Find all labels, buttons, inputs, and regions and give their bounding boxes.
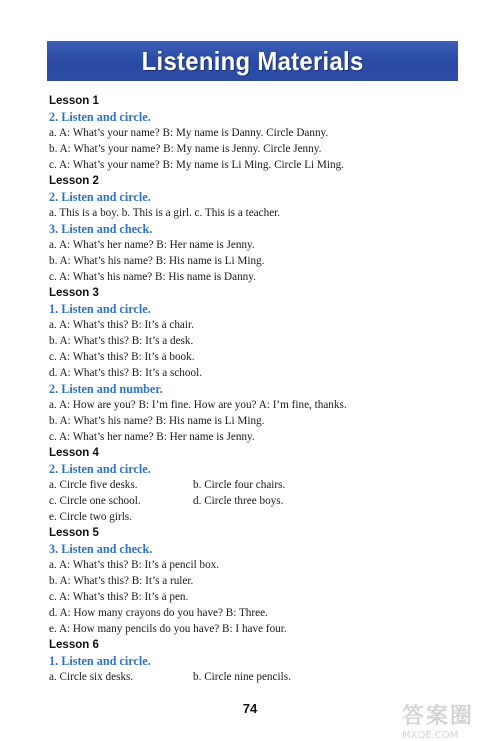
transcript-cell: d. Circle three boys. [193, 495, 284, 507]
transcript-cell: e. Circle two girls. [49, 511, 132, 523]
transcript-cell: a. Circle six desks. [49, 671, 134, 683]
transcript-cell: a. Circle five desks. [49, 479, 138, 491]
transcript-cell: c. Circle one school. [49, 495, 141, 507]
transcript-row [49, 509, 469, 525]
watermark-logo [402, 699, 492, 741]
transcript-cell: b. Circle four chairs. [193, 479, 286, 491]
task-heading: 3. Listen and check. [49, 222, 153, 236]
task-heading: 2. Listen and circle. [49, 110, 151, 124]
lesson-title: Lesson 2 [49, 175, 99, 187]
transcript-line: c. A: What’s this? B: It’s a book. [49, 351, 195, 363]
lesson-title: Lesson 4 [49, 447, 99, 459]
transcript-row [49, 669, 469, 685]
transcript-line: b. A: What’s this? B: It’s a desk. [49, 335, 194, 347]
lesson-block [49, 445, 469, 525]
page-number: 74 [242, 701, 258, 716]
transcript-line: d. A: What’s this? B: It’s a school. [49, 367, 202, 379]
task-heading: 2. Listen and circle. [49, 190, 151, 204]
transcript-row [49, 477, 469, 493]
transcript-line: a. This is a boy. b. This is a girl. c. This is a teacher. [49, 207, 281, 219]
watermark-url: MXQE.COM [402, 730, 459, 741]
lesson-title: Lesson 5 [49, 527, 99, 539]
transcript-line: b. A: What’s his name? B: His name is Li Ming. [49, 415, 265, 427]
lesson-block [49, 637, 469, 685]
title-banner [47, 41, 458, 81]
transcript-line: c. A: What’s her name? B: Her name is Jenny. [49, 431, 255, 443]
transcript-line: a. A: What’s this? B: It’s a chair. [49, 319, 194, 331]
listening-content [49, 93, 469, 685]
transcript-line: a. A: How are you? B: I’m fine. How are you? A: I’m fine, thanks. [49, 399, 347, 411]
transcript-line: e. A: How many pencils do you have? B: I have four. [49, 623, 287, 635]
transcript-line: b. A: What’s his name? B: His name is Li Ming. [49, 255, 265, 267]
task-heading: 2. Listen and number. [49, 382, 163, 396]
watermark-text: 答案圈 [402, 704, 475, 729]
transcript-line: c. A: What’s your name? B: My name is Li Ming. Circle Li Ming. [49, 159, 344, 171]
task-heading: 2. Listen and circle. [49, 462, 151, 476]
transcript-line: b. A: What’s this? B: It’s a ruler. [49, 575, 194, 587]
lesson-title: Lesson 6 [49, 639, 99, 651]
lesson-title: Lesson 3 [49, 287, 99, 299]
transcript-line: a. A: What’s your name? B: My name is Danny. Circle Danny. [49, 127, 329, 139]
lesson-block [49, 93, 469, 173]
transcript-line: d. A: How many crayons do you have? B: Three. [49, 607, 268, 619]
lesson-block [49, 173, 469, 285]
transcript-line: c. A: What’s his name? B: His name is Danny. [49, 271, 256, 283]
lesson-title: Lesson 1 [49, 95, 99, 107]
transcript-line: c. A: What’s this? B: It’s a pen. [49, 591, 189, 603]
transcript-line: a. A: What’s her name? B: Her name is Jenny. [49, 239, 255, 251]
lesson-block [49, 285, 469, 445]
task-heading: 1. Listen and circle. [49, 654, 151, 668]
page-title: Listening Materials [141, 45, 364, 76]
transcript-row [49, 493, 469, 509]
transcript-cell: b. Circle nine pencils. [193, 671, 291, 683]
lesson-block [49, 525, 469, 637]
task-heading: 1. Listen and circle. [49, 302, 151, 316]
transcript-line: b. A: What’s your name? B: My name is Jenny. Circle Jenny. [49, 143, 322, 155]
transcript-line: a. A: What’s this? B: It’s a pencil box. [49, 559, 220, 571]
task-heading: 3. Listen and check. [49, 542, 153, 556]
